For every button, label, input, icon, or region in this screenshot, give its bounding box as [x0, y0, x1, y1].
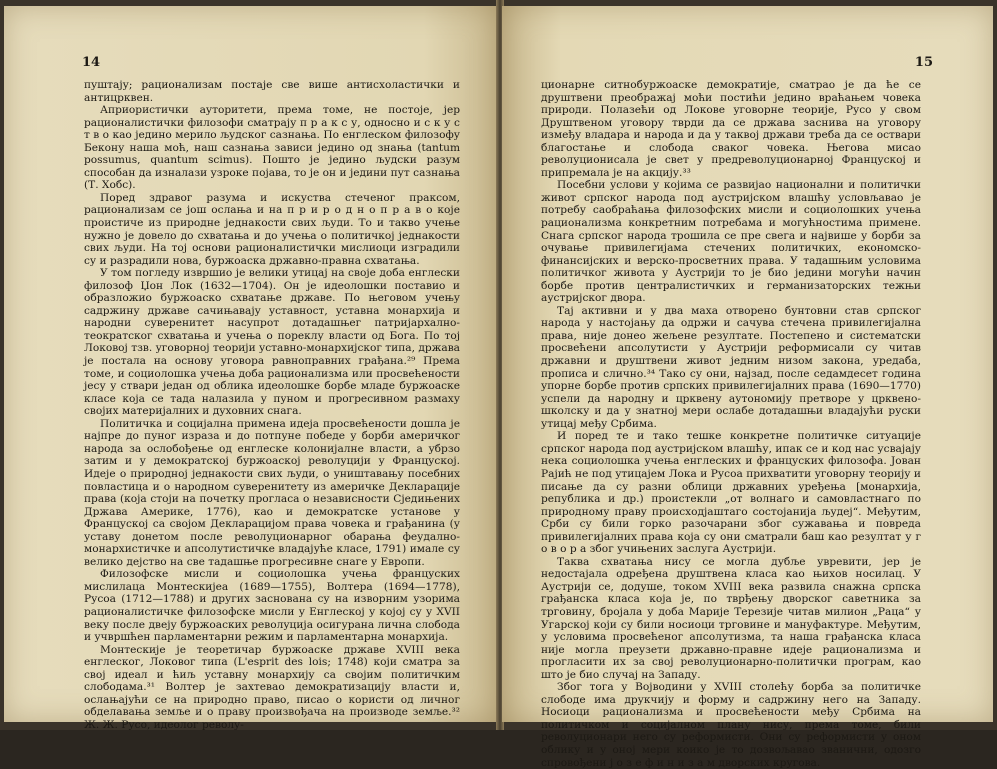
paragraph: пуштају; рационализам постаје све више антисхоластички и антицрквен. — [84, 79, 460, 104]
paragraph: Таква схватања нису се могла дубље увревити, јер је недостајала одређена друштвена класа као њихов носилац. У Аустрији се, додуше, током XVIII века развила снажна српска грађанска класа која је, по тврђењу дворског саветника за трговину, бројала у доба Марије Терезије читав милион „Раца“ у Угарској који су били носиоци трговине и мануфактуре. Међутим, у условима просвећеног апсолутизма, та наша грађанска класа није могла преузети државно-правне идеје рационализма и прогласити их за свој револуционарно-политички програм, као што је био случај на Западу. — [541, 555, 921, 681]
paragraph: И поред те и тако тешке конкретне политичке ситуације српског народа под аустријском влашћу, ипак се и код нас усвајају нека социолошка учења енглеских и француских филозофа. Јован Рајић не под утицајем Лока и Русоа прихватити уговорну теорију и писање да су разни облици државних уређења [монархија, република и др.) проистекли „от волнаго и самовластнаго по природному праву происходјаштаго состојанија људеј“. Међутим, Срби су били горко разочарани због сужавања и повреда привилегијалних права која су они сматрали баш као резултат у г о в о р а због учињених заслуга Аустрији. — [541, 430, 921, 556]
right-page — [502, 6, 993, 769]
left-page — [4, 6, 498, 731]
right-page-number: 15 — [914, 55, 933, 70]
paragraph: Априористички ауторитети, према томе, не постоје, јер рационалистички филозофи сматрају п р а к с у, односно и с к у с т в о као једино мерило људског сазнања. По енглеском филозофу Бекону наша моћ, наш сазнања зависи једино од знања (tantum possumus, quantum scimus). Пошто је једино људски разум способан да изналази узроке појава, то је он и једини пут сазнања (Т. Хобс). — [84, 104, 460, 192]
paragraph: Поред здравог разума и искуства стеченог праксом, рационализам се још ослања и на п р и р о д н о п р а в о које проистиче из природне једнакости свих људи. То и такво учење нужно је довело до схватања и до учења о политичкој једнакости свих људи. На тој основи рационалистички мислиоци изградили су и разрадили нова, буржоаска државно-правна схватања. — [84, 191, 460, 267]
paragraph: ционарне ситнобуржоаске демократије, сматрао је да ће се друштвени преображај моћи постићи једино враћањем човека природи. Полазећи од Локове уговорне теорије, Русо у свом Друштвеном уговору тврди да се држава заснива на уговору између владара и народа и да у таквој држави треба да се оствари благостање и слобода сваког човека. Његова мисао револуционисала је свет у предреволуционарној Француској и припремала је на акцију.³³ — [541, 79, 921, 179]
paragraph: Филозофске мисли и социолошка учења француских мислилаца Монтескијеа (1689—1755), Волтера (1694—1778), Русоа (1712—1788) и других заснована су на изворним узорима рационалистичке филозофске мисли у Енглеској у којој су у XVII веку после двеју буржоаских револуција осигурана лична слобода и учвршћен парламентарни режим и парламентарна монархија. — [84, 568, 460, 644]
left-page-number: 14 — [82, 55, 101, 70]
paragraph: Посебни услови у којима се развијао национални и политички живот српског народа под аустријском влашћу условљавао је потребу саобраћања филозофских мисли и социолошких учења рационализма конкретним потребама и могућностима примене. Снага српског народа трошила се пре свега и највише у борби за очување привилегијама стечених политичких, економско-финансијских и верско-просветних права. У тадашњим условима политичког живота у Аустрији то је био једини могући начин борбе против централистичких и германизаторских тежњи аустријског двора. — [541, 179, 921, 305]
right-page-text — [541, 79, 921, 769]
left-page-text — [84, 79, 460, 731]
paragraph: Тај активни и у два маха отворено бунтовни став српског народа у настојању да одржи и сачува стечена привилегијална права, није донео жељене резултате. Постепено и систематски просвећени апсолутисти у Аустрији реформисали су читав државни и друштвени живот једним низом закона, уредаба, прописа и слично.³⁴ Тако су они, најзад, после седамдесет година упорне борбе против српских привилегијалних права (1690—1770) успели да народну и црквену аутономију претворе у црквено-школску и да у знатној мери ослабе дотадашњи владајући руски утицај међу Србима. — [541, 304, 921, 430]
paragraph: Монтескије је теоретичар буржоаске државе XVIII века енглеског, Локовог типа (L'esprit des lois; 1748) који сматра за свој идеал и ћиљ уставну монархију са својим политичким слободама.³¹ Волтер је захтевао демократизацију власти и, ослањајући се на природно право, писао о користи од личног обделавања земље и о праву произвођача на производе земље.³² Ж. Ж. Русо, идеолог револу- — [84, 643, 460, 731]
paragraph: Политичка и социјална примена идеја просвећености дошла је најпре до пуног израза и до потпуне победе у борби америчког народа за ослобођење од енглеске колонијалне власти, а убрзо затим и у демократској буржоаској револуцији у Француској. Идеје о природној једнакости свих људи, о уништавању посебних повластица и о народном суверенитету из америчке Декларације права (која стоји на почетку прогласа о независности Сједињених Држава Америке, 1776), као и демократске установе у Француској са својом Декларацијом права човека и грађанина (у уставу донетом после револуционарног обарања феудално-монархистичке и апсолутистичке владајуће класе, 1791) имале су велико дејство на све тадашње прогресивне снаге у Европи. — [84, 417, 460, 568]
paragraph: У том погледу извршио је велики утицај на своје доба енглески филозоф Џон Лок (1632—1704). Он је идеолошки поставио и образложио буржоаско схватање државе. По његовом учењу садржину државе сачињавају уставност, уставна монархија и народни суверенитет насупрот дотадашњег патријархално-теократског схватања и учења о пореклу власти од Бога. По тој Локовој тзв. уговорној теорији уставно-монархијског типа, држава је постала на основу уговора равноправних грађана.²⁹ Према томе, и социолошка учења доба рационализма или просвећености јесу у ствари један од облика идеолошке борбе младе буржоаске класе која се тада налазила у пуном и прогресивном размаху својих материјалних и духовних снага. — [84, 267, 460, 418]
paragraph: Због тога у Војводини у XVIII столећу борба за политичке слободе има друкчију и форму и садржину него на Западу. Носиоци рационализма и просвећености међу Србима на политичком и социјалном плану нису, према томе, били револуционари него су реформисти. Они су реформисти у оном облику и у оној мери коико је то дозвољавао званични, одозго спровођени ј о з е ф и н и з а м дворских кругова. — [541, 681, 921, 769]
